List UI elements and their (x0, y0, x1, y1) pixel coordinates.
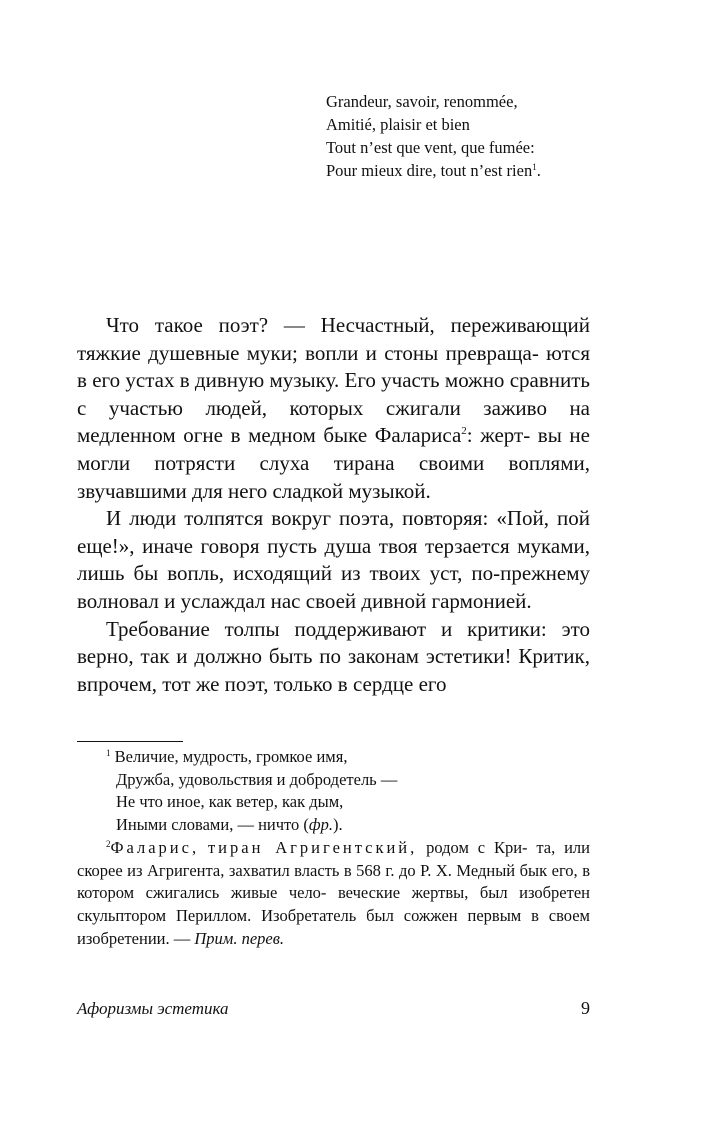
footnote-1 (77, 746, 590, 837)
paragraph-1 (77, 312, 590, 505)
epigraph-line: Amitié, plaisir et bien (326, 115, 470, 134)
footnote-1-language: фр. (308, 815, 333, 835)
epigraph-line: Pour mieux dire, tout n’est rien (326, 161, 533, 180)
footnote-2-text: родом с Кри- та, или скорее из Агригента, захватил власть в 568 г. до Р. Х. Медный бык его, в котором сжигались живые чело- веческие жертвы, был изобретен скульптором Периллом. Изобретатель был сожжен первым в своем изобретении. — (77, 837, 590, 948)
main-text (77, 312, 590, 698)
epigraph-line: Grandeur, savoir, renommée, (326, 92, 518, 111)
paragraph-1-text: Что такое поэт? — Несчастный, переживающий тяжкие душевные муки; вопли и стоны превраща- ются в его устах в дивную музыку. Его участь можно сравнить с участью людей, которых сжигали заживо на медленном огне в медном быке Фалариса (77, 313, 590, 448)
footnote-1-line: Дружба, удовольствия и добродетель — (116, 769, 398, 789)
running-footer-title: Афоризмы эстетика (77, 999, 229, 1018)
paragraph-3: Требование толпы поддерживают и критики: это верно, так и должно быть по законам эстетики! Критик, впрочем, тот же поэт, только в сердце его (77, 616, 590, 696)
footnote-1-number: 1 (106, 748, 111, 758)
footnote-1-end: ). (333, 815, 343, 835)
footnote-ref-1[interactable]: 1 (532, 162, 537, 172)
epigraph-line-last (326, 159, 541, 182)
footnote-2-name: Фаларис, (110, 837, 200, 857)
footnote-divider (77, 741, 183, 742)
footnote-ref-2[interactable]: 2 (461, 425, 467, 438)
epigraph-line: Tout n’est que vent, que fumée: (326, 138, 535, 157)
footnote-2-title: тиран Агригентский, (207, 837, 418, 857)
footnote-1-line: Величие, мудрость, громкое имя, (114, 747, 348, 766)
footnote-1-line: Иными словами, — ничто ( (116, 815, 309, 835)
footnote-2 (77, 837, 590, 951)
epigraph (326, 90, 541, 182)
page-number: 9 (581, 998, 590, 1018)
paragraph-2: И люди толпятся вокруг поэта, повторяя: «Пой, пой еще!», иначе говоря пусть душа твоя терзается муками, лишь бы вопль, исходящий из твоих уст, по-прежнему волновал и услаждал нас своей дивной гармонией. (77, 506, 590, 613)
footnote-1-line: Не что иное, как ветер, как дым, (116, 792, 344, 812)
footnotes (77, 746, 590, 950)
translator-note: Прим. перев. (194, 928, 285, 948)
footnote-2-number: 2 (106, 838, 111, 849)
epigraph-end: . (536, 161, 541, 180)
paragraph-1-text-cont: : жерт- вы не могли потрясти слуха тирана своими воплями, звучавшими для него сладкой музыкой. (77, 423, 590, 503)
